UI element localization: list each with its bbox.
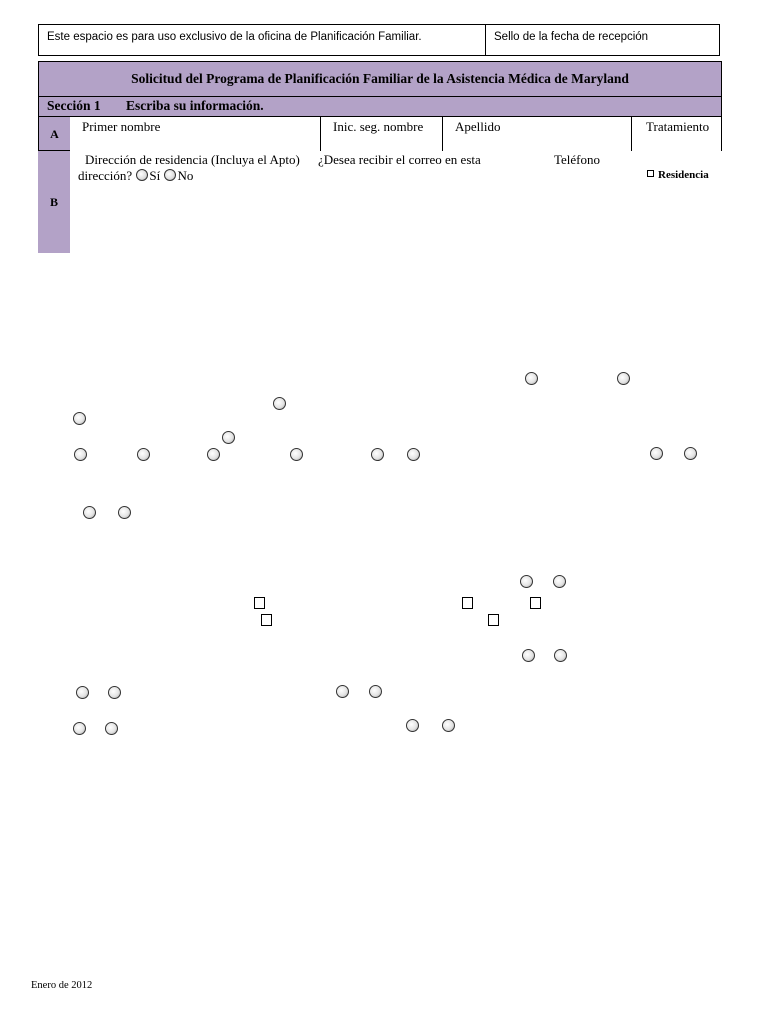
radio-option[interactable] — [406, 719, 419, 732]
phone-label: Teléfono — [554, 152, 601, 167]
radio-option[interactable] — [617, 372, 630, 385]
radio-option[interactable] — [273, 397, 286, 410]
title-label: Tratamiento — [646, 119, 710, 134]
checkbox-option[interactable] — [261, 614, 272, 626]
radio-option[interactable] — [522, 649, 535, 662]
radio-option[interactable] — [553, 575, 566, 588]
mail-question: ¿Desea recibir el correo en esta — [318, 152, 481, 167]
radio-option[interactable] — [207, 448, 220, 461]
row-label-b: B — [38, 151, 70, 253]
radio-option[interactable] — [554, 649, 567, 662]
section-header — [38, 97, 722, 117]
last-name-label: Apellido — [455, 119, 501, 134]
title-field[interactable] — [632, 117, 722, 151]
radio-option[interactable] — [108, 686, 121, 699]
radio-option[interactable] — [369, 685, 382, 698]
first-name-label: Primer nombre — [82, 119, 161, 134]
office-use-note: Este espacio es para uso exclusivo de la oficina de Planificación Familiar. — [39, 25, 486, 55]
mail-no-radio[interactable] — [164, 169, 176, 181]
row-label-a: A — [38, 117, 70, 151]
radio-option[interactable] — [525, 372, 538, 385]
mail-yes-radio[interactable] — [136, 169, 148, 181]
first-name-field[interactable] — [70, 117, 358, 151]
section-title: Escriba su información. — [126, 98, 264, 113]
residence-phone-option — [647, 169, 709, 181]
last-name-field[interactable] — [443, 117, 631, 151]
mail-no-label: No — [177, 168, 194, 183]
radio-option[interactable] — [76, 686, 89, 699]
radio-option[interactable] — [650, 447, 663, 460]
section-number: Sección 1 — [47, 98, 101, 113]
form-title: Solicitud del Programa de Planificación Familiar de la Asistencia Médica de Maryland — [38, 61, 722, 97]
middle-initial-field[interactable] — [321, 117, 442, 151]
radio-option[interactable] — [336, 685, 349, 698]
radio-option[interactable] — [222, 431, 235, 444]
radio-option[interactable] — [371, 448, 384, 461]
divider — [721, 117, 722, 151]
radio-option[interactable] — [407, 448, 420, 461]
row-a-name — [38, 117, 722, 151]
checkbox-option[interactable] — [462, 597, 473, 609]
receipt-stamp-field: Sello de la fecha de recepción — [494, 31, 649, 43]
radio-option[interactable] — [73, 412, 86, 425]
row-b-address — [38, 151, 722, 253]
radio-option[interactable] — [83, 506, 96, 519]
radio-option[interactable] — [520, 575, 533, 588]
mail-yes-label: Sí — [149, 168, 161, 183]
radio-option[interactable] — [290, 448, 303, 461]
radio-option[interactable] — [105, 722, 118, 735]
office-use-box — [38, 24, 720, 56]
radio-option[interactable] — [442, 719, 455, 732]
address-label: Dirección de residencia (Incluya el Apto) — [85, 152, 300, 167]
radio-option[interactable] — [684, 447, 697, 460]
radio-option[interactable] — [118, 506, 131, 519]
checkbox-option[interactable] — [530, 597, 541, 609]
radio-option[interactable] — [74, 448, 87, 461]
radio-option[interactable] — [137, 448, 150, 461]
residence-label: Residencia — [658, 169, 709, 181]
middle-initial-label: Inic. seg. nombre — [333, 119, 424, 134]
checkbox-option[interactable] — [254, 597, 265, 609]
radio-option[interactable] — [73, 722, 86, 735]
checkbox-option[interactable] — [488, 614, 499, 626]
footer-date: Enero de 2012 — [31, 980, 93, 991]
residence-checkbox[interactable] — [647, 170, 654, 177]
mail-question-line2: dirección? Sí No — [78, 168, 194, 183]
